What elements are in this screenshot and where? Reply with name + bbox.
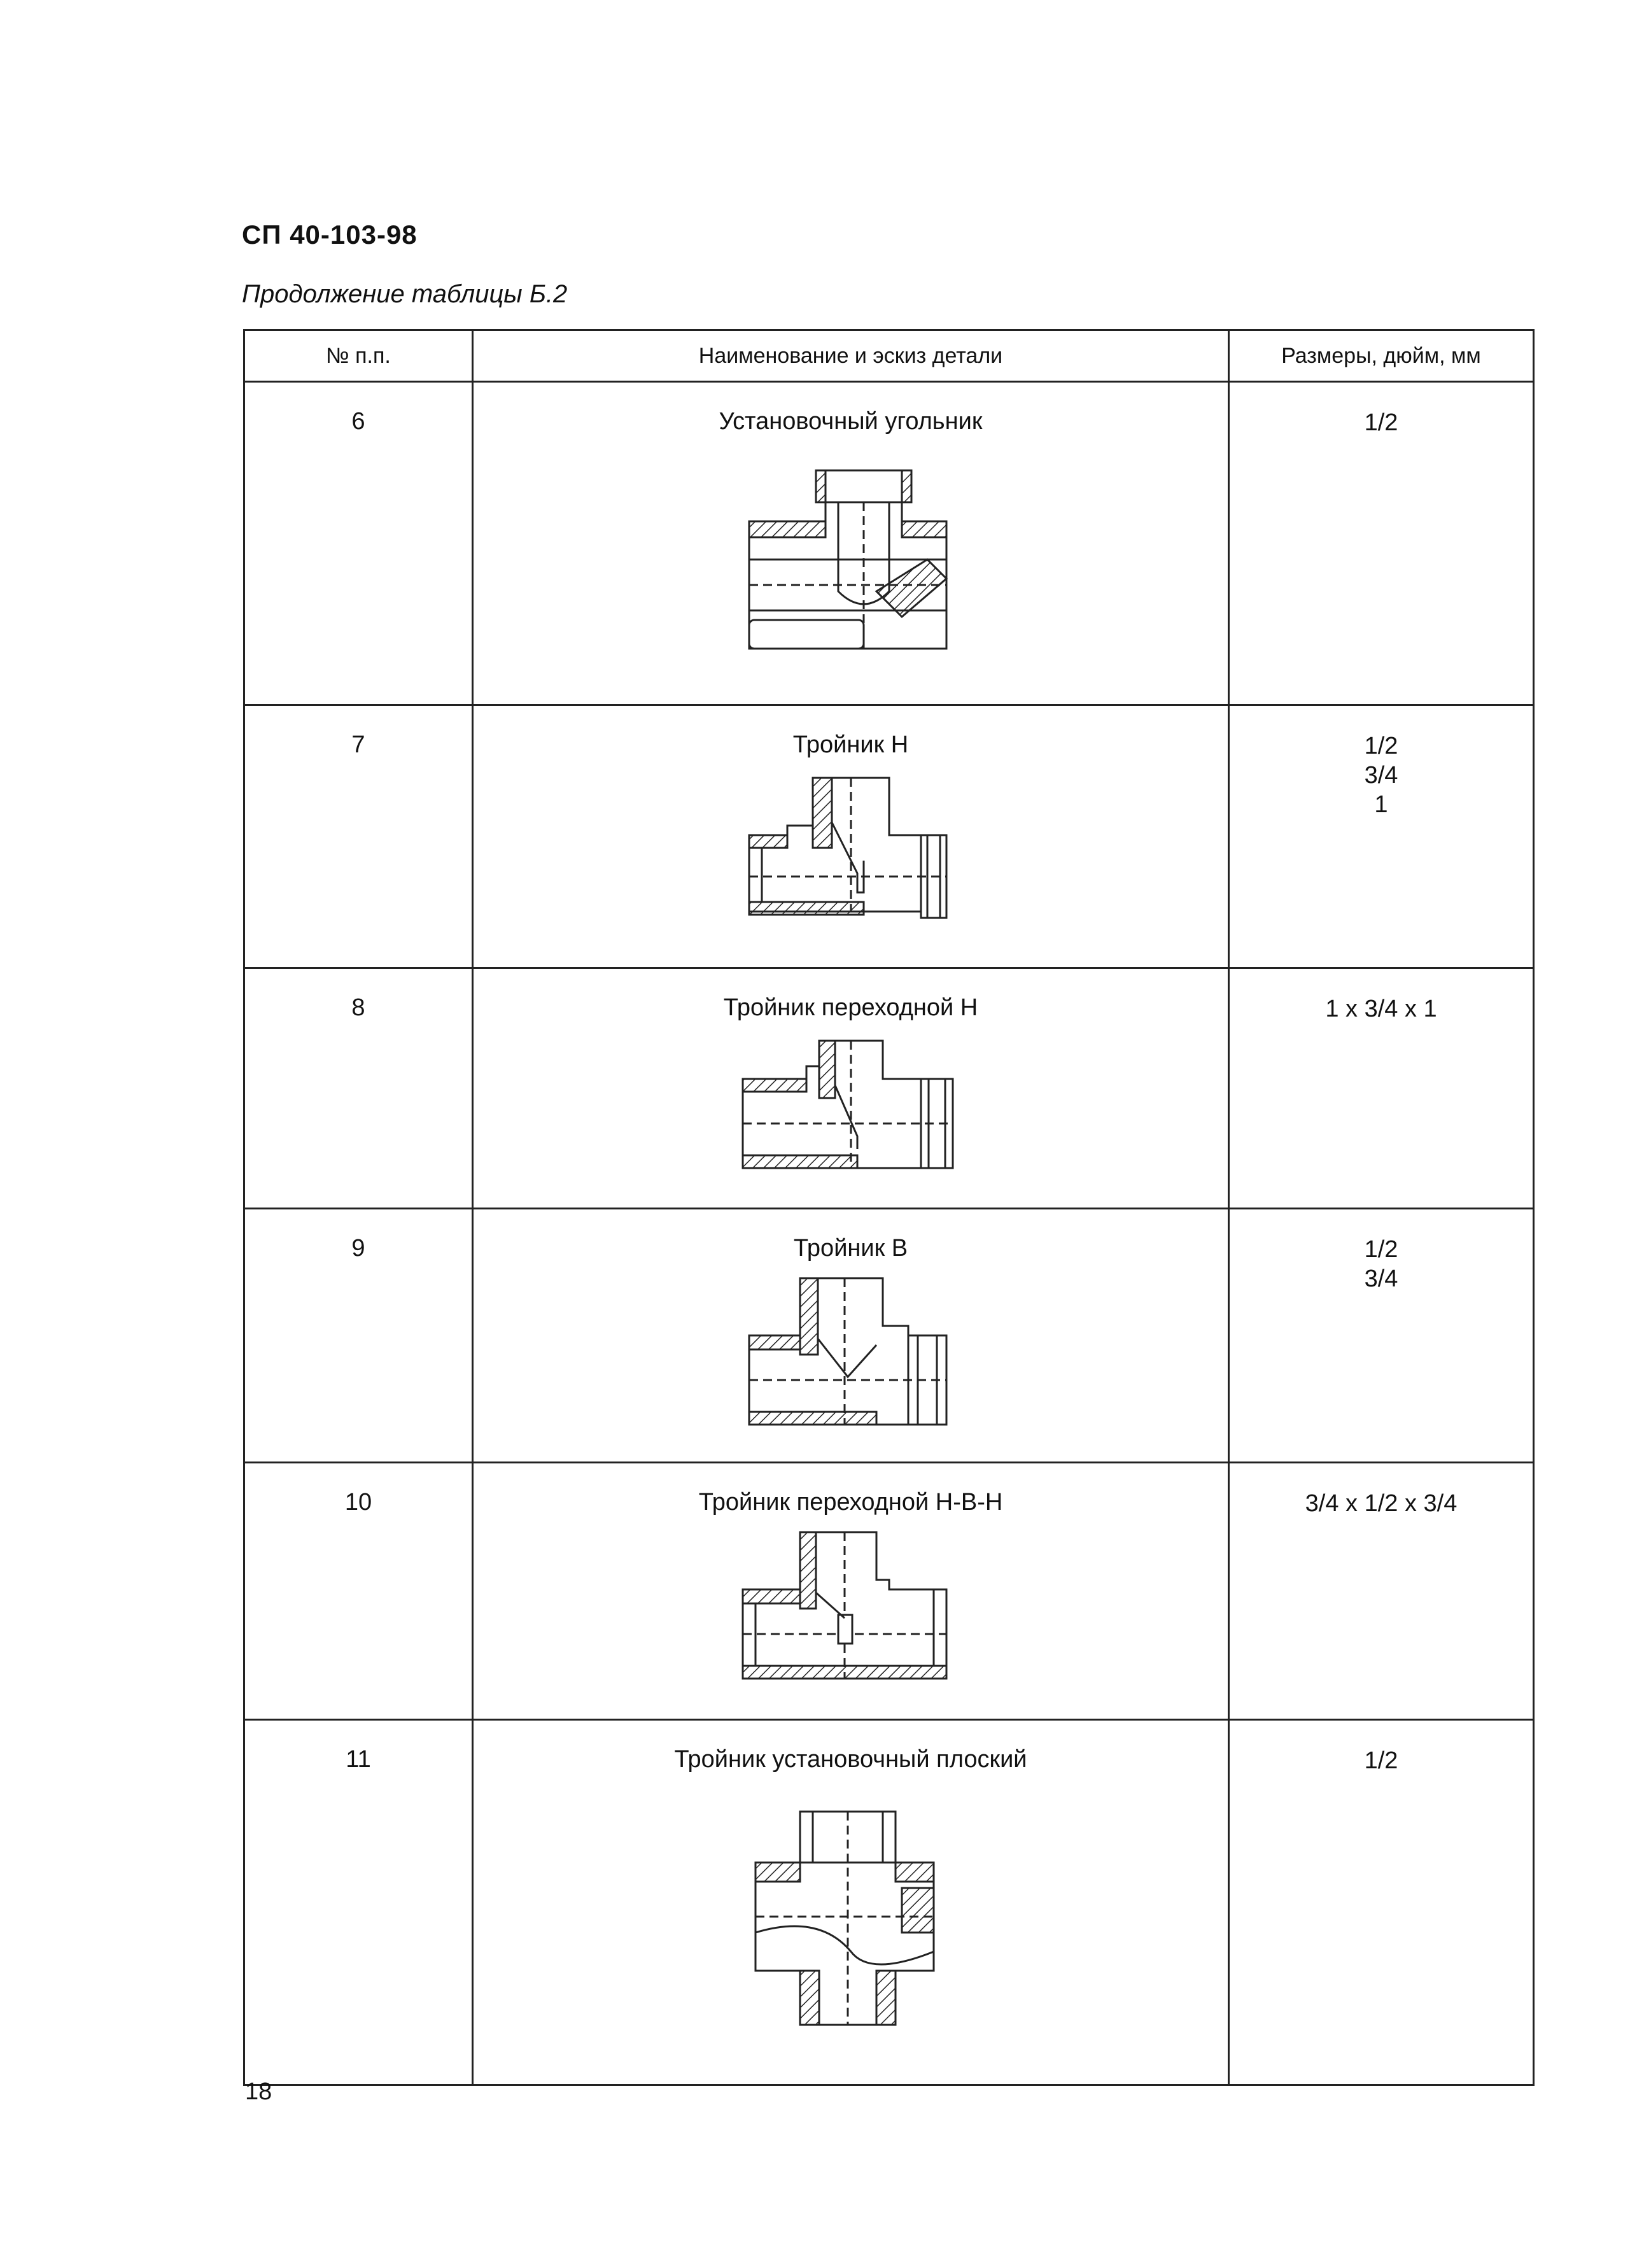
size-value: 3/4: [1364, 1265, 1398, 1292]
part-name-cell: [473, 1720, 1229, 2085]
size-value: 1/2: [1364, 1747, 1398, 1774]
parts-table: [243, 329, 1535, 2086]
table-row: [244, 705, 1534, 968]
row-number: 9: [244, 1209, 473, 1463]
sizes-cell: [1229, 1720, 1534, 2085]
reducing-tee-sketch-icon: [730, 1028, 972, 1181]
document-code: СП 40-103-98: [242, 220, 418, 250]
table-row: [244, 382, 1534, 705]
sizes-cell: [1229, 968, 1534, 1209]
size-value: 1/2: [1364, 733, 1398, 759]
table-row: [244, 1463, 1534, 1720]
part-name-cell: [473, 1463, 1229, 1720]
part-name: Тройник переходной Н-В-Н: [698, 1489, 1003, 1516]
part-name: Тройник переходной Н: [723, 994, 978, 1021]
column-header-sizes: Размеры, дюйм, мм: [1229, 330, 1534, 382]
row-number: 6: [244, 382, 473, 705]
size-value: 3/4: [1364, 762, 1398, 789]
size-value: 1/2: [1364, 1236, 1398, 1263]
row-number: 11: [244, 1720, 473, 2085]
table-caption: Продолжение таблицы Б.2: [242, 280, 568, 308]
size-value: 3/4 х 1/2 х 3/4: [1305, 1490, 1458, 1517]
sizes-cell: [1229, 1463, 1534, 1720]
column-header-name: Наименование и эскиз детали: [473, 330, 1229, 382]
column-header-number: № п.п.: [244, 330, 473, 382]
part-name-cell: [473, 1209, 1229, 1463]
table-row: [244, 1720, 1534, 2085]
sizes-cell: [1229, 705, 1534, 968]
part-name: Тройник В: [793, 1235, 908, 1262]
part-name: Установочный угольник: [719, 408, 983, 435]
size-value: 1: [1374, 791, 1388, 818]
tee-b-sketch-icon: [730, 1269, 972, 1434]
table-row: [244, 1209, 1534, 1463]
page-number: 18: [245, 2078, 272, 2105]
sizes-cell: [1229, 1209, 1534, 1463]
flat-tee-sketch-icon: [743, 1805, 959, 2034]
angle-fitting-sketch-icon: [736, 464, 966, 655]
part-name-cell: [473, 968, 1229, 1209]
row-number: 8: [244, 968, 473, 1209]
table-header-row: [244, 330, 1534, 382]
part-name-cell: [473, 382, 1229, 705]
size-value: 1/2: [1364, 409, 1398, 436]
tee-sketch-icon: [736, 765, 966, 931]
size-value: 1 х 3/4 х 1: [1325, 996, 1437, 1022]
part-name-cell: [473, 705, 1229, 968]
reducing-tee-hbh-sketch-icon: [730, 1523, 972, 1688]
part-name: Тройник Н: [792, 731, 909, 758]
sizes-cell: [1229, 382, 1534, 705]
row-number: 10: [244, 1463, 473, 1720]
table-row: [244, 968, 1534, 1209]
row-number: 7: [244, 705, 473, 968]
part-name: Тройник установочный плоский: [674, 1746, 1027, 1773]
